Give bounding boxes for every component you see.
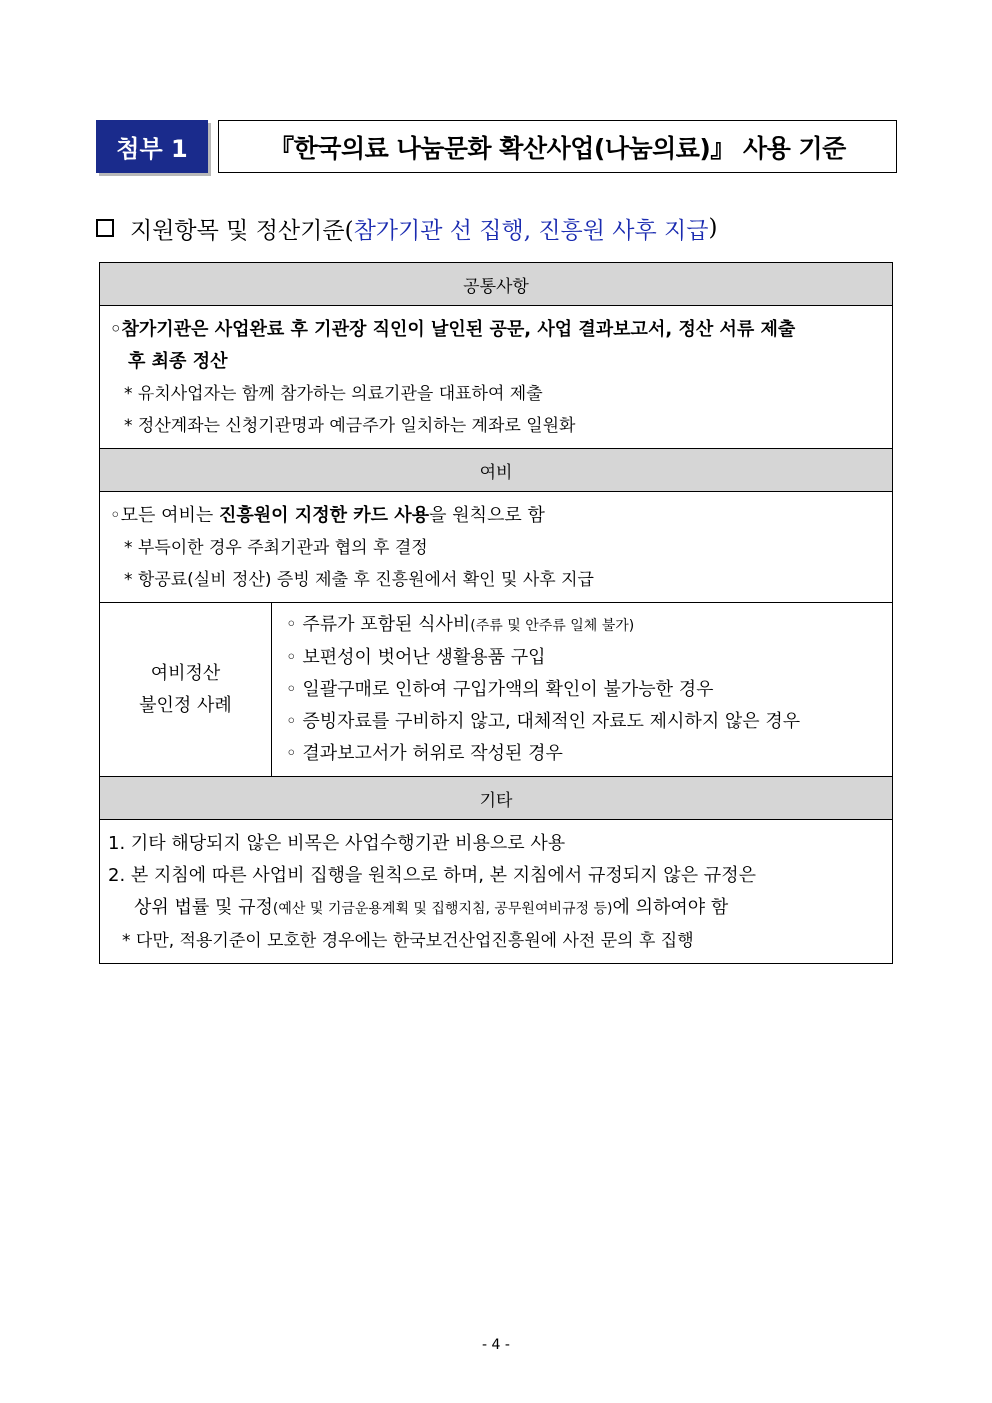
other-note: * 다만, 적용기준이 모호한 경우에는 한국보건산업진흥원에 사전 문의 후 집행	[122, 931, 694, 951]
section-highlight: 참가기관 선 집행, 진흥원 사후 지급	[353, 217, 709, 244]
common-bullet-line1: ◦참가기관은 사업완료 후 기관장 직인이 날인된 공문, 사업 결과보고서, 정산 서류 제출	[110, 319, 796, 340]
disallowed-item-main: ◦ 주류가 포함된 식사비	[286, 614, 471, 635]
page-number: - 4 -	[482, 1337, 510, 1353]
travel-note: * 항공료(실비 정산) 증빙 제출 후 진흥원에서 확인 및 사후 지급	[124, 570, 594, 590]
checkbox-icon	[96, 219, 114, 237]
disallowed-label-line1: 여비정산	[150, 662, 221, 684]
other-item-small: (예산 및 기금운용계획 및 집행지침, 공무원여비규정 등)	[272, 901, 613, 917]
travel-note: * 부득이한 경우 주최기관과 협의 후 결정	[124, 538, 428, 558]
section-close: )	[708, 215, 718, 241]
page-title: 『한국의료 나눔문화 확산사업(나눔의료)』 사용 기준	[218, 120, 897, 173]
common-bullet-line2: 후 최종 정산	[128, 351, 228, 372]
other-item-pre: 상위 법률 및 규정	[134, 897, 273, 918]
disallowed-item: ◦ 보편성이 벗어난 생활용품 구입	[286, 647, 546, 668]
disallowed-label-line2: 불인정 사례	[139, 694, 232, 716]
document-header	[96, 120, 897, 173]
travel-body	[100, 492, 893, 603]
common-note: * 유치사업자는 함께 참가하는 의료기관을 대표하여 제출	[124, 384, 543, 404]
travel-bullet	[110, 500, 884, 532]
common-note: * 정산계좌는 신청기관명과 예금주가 일치하는 계좌로 일원화	[124, 416, 576, 436]
other-body	[100, 820, 893, 964]
disallowed-item	[286, 609, 884, 642]
disallowed-item: ◦ 일괄구매로 인하여 구입가액의 확인이 불가능한 경우	[286, 679, 714, 700]
travel-bullet-bold: 진흥원이 지정한 카드 사용	[219, 505, 430, 526]
disallowed-list	[272, 603, 893, 777]
disallowed-label	[100, 603, 272, 777]
disallowed-item-small: (주류 및 안주류 일체 불가)	[470, 618, 635, 634]
other-item: 1. 기타 해당되지 않은 비목은 사업수행기관 비용으로 사용	[108, 833, 566, 854]
travel-bullet-post: 을 원칙으로 함	[429, 505, 545, 526]
section-heading	[96, 208, 896, 248]
disallowed-item: ◦ 결과보고서가 허위로 작성된 경우	[286, 743, 563, 764]
other-item: 2. 본 지침에 따른 사업비 집행을 원칙으로 하며, 본 지침에서 규정되지 않은 규정은	[108, 865, 756, 886]
other-item-post: 에 의하여야 함	[612, 897, 729, 918]
criteria-table	[99, 262, 893, 964]
section-label: 지원항목 및 정산기준(	[130, 217, 354, 244]
disallowed-item: ◦ 증빙자료를 구비하지 않고, 대체적인 자료도 제시하지 않은 경우	[286, 711, 801, 732]
common-heading: 공통사항	[100, 263, 893, 306]
common-body	[100, 306, 893, 449]
travel-heading: 여비	[100, 449, 893, 492]
travel-bullet-pre: ◦모든 여비는	[110, 505, 220, 526]
attachment-badge: 첨부 1	[96, 120, 208, 173]
other-heading: 기타	[100, 777, 893, 820]
other-item-continuation	[108, 892, 884, 925]
